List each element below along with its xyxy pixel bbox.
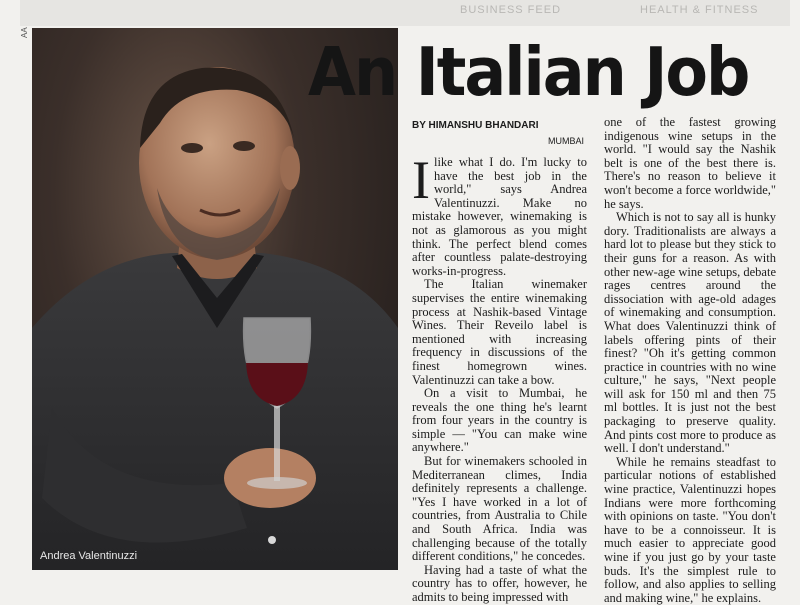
byline: BY HIMANSHU BHANDARI [412,120,539,131]
section-label-left: BUSINESS FEED [460,4,562,16]
drop-cap: I [412,150,430,210]
section-label-right: HEALTH & FITNESS [640,4,759,16]
photo-caption: Andrea Valentinuzzi [40,550,138,562]
paragraph: While he remains steadfast to particular notions of established wine practice, Valentinuzzi hopes Indians were more forthcoming with opinions on taste. "You don't have to be a connoisseur. It is much easier to appreciate good wine if you just go by your taste buds. It's the simplest rule to follow, and also applies to selling and making wine," he explains. [604,454,776,605]
dateline: MUMBAI [548,136,584,146]
article-column-1 [412,150,587,605]
page-edge-mark: AA [20,27,29,38]
paragraph: Ilike what I do. I'm lucky to have the best job in the world," says Andrea Valentinuzzi. Make no mistake however, winemaking is not as glamorous as you might think. The perfect blend comes after countless palate-destroying works-in-progress. [412,150,587,278]
paragraph: Which is not to say all is hunky dory. Traditionalists are always a hard lot to please but they stick to their guns for a reason. As with other new-age wine setups, debate rages centres around the dissociation with age-old adages of winemaking and consumption. What does Valentinuzzi think of labels offering pints of their finest? "Oh it's getting common practice in countries with no wine culture," he says, "Next people will ask for 150 ml and then 75 ml bottles. It is just not the best packaging to preserve quality. And pints cost more to produce as well. I don't understand." [604,210,776,456]
paragraph: The Italian winemaker supervises the entire winemaking process at Nashik-based Vintage Wines. Their Reveilo label is mentioned with increasing frequency in discussions of the finest homegrown wines. Valentinuzzi can take a bow. [412,277,587,387]
headline: An Italian Job [308,32,749,112]
paragraph: But for winemakers schooled in Mediterranean climes, India definitely represents a challenge. "Yes I have worked in a lot of countries, from Australia to Chile and South Africa. India was challenging because of the totally different conditions," he concedes. [412,454,587,564]
paragraph: Having had a taste of what the country has to offer, however, he admits to being impressed with [412,562,587,604]
paragraph: On a visit to Mumbai, he reveals the one thing he's learnt from four years in the country is simple — "You can make wine anywhere." [412,386,587,455]
article-column-2 [604,116,776,605]
paragraph: one of the fastest growing indigenous wine setups in the world. "I would say the Nashik belt is one of the best there is. There's no reason to believe it won't become a force worldwide," he says. [604,115,776,211]
masthead-strip [20,0,790,26]
